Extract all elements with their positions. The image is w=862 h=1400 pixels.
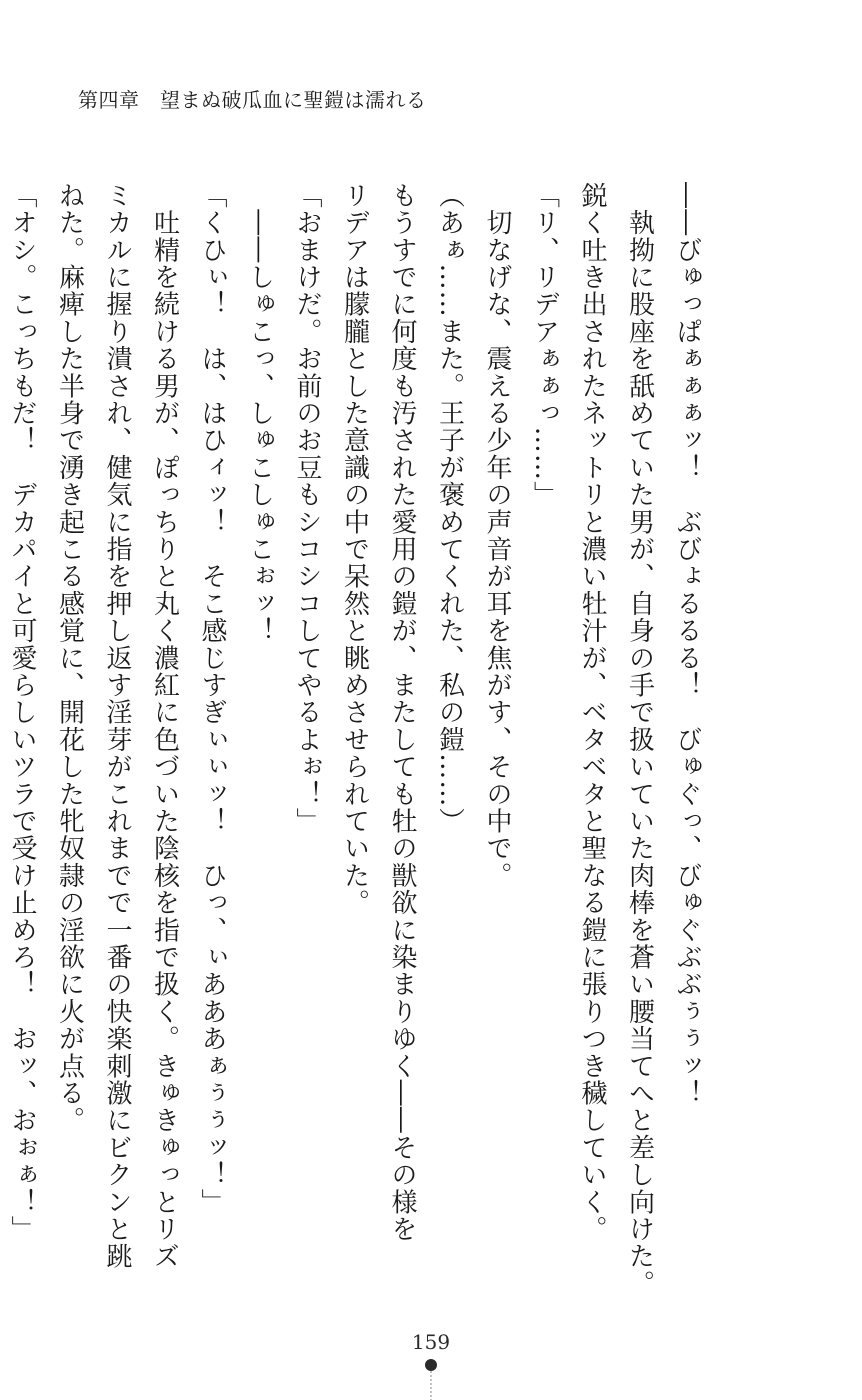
text-line: 「くひぃ！ は、はひィッ！ そこ感じすぎぃぃッ！ ひっ、ぃあああぁぅぅッ！」	[197, 182, 227, 1216]
text-line: ――しゅこっ、しゅこしゅこぉッ！	[244, 182, 275, 645]
text-line: 「オシ。こっちもだ！ デカパイと可愛らしいツラで受け止めろ！ おッ、おぉぁ！」	[7, 182, 37, 1243]
chapter-title: 第四章 望まぬ破瓜血に聖鎧は濡れる	[78, 88, 427, 112]
text-line: リデアは朦朧とした意識の中で呆然と眺めさせられていた。	[339, 182, 370, 917]
body-text	[7, 182, 710, 1298]
text-line: 「リ、リデアぁぁっ……」	[529, 182, 560, 509]
thumb-index-marker	[424, 1358, 438, 1400]
text-line: （あぁ……また。王子が褒めてくれた、私の鎧……）	[434, 182, 465, 835]
text-line: 吐精を続ける男が、ぽっちりと丸く濃紅に色づいた陰核を指で扱く。きゅきゅっとリズ	[149, 182, 180, 1270]
text-line: 鋭く吐き出されたネットリと濃い牡汁が、ベタベタと聖なる鎧に張りつき穢していく。	[577, 182, 607, 1243]
text-line: ――びゅっぱぁぁぁッ！ ぶびょるるる！ びゅぐっ、びゅぐぶぶぅぅッ！	[672, 182, 702, 1107]
page-number: 159	[411, 1330, 451, 1354]
text-line: ねた。麻痺した半身で湧き起こる感覚に、開花した牝奴隷の淫欲に火が点る。	[54, 182, 85, 1134]
text-line: もうすでに何度も汚された愛用の鎧が、またしても牡の獣欲に染まりゆく――その様を	[387, 182, 417, 1243]
text-line: 切なげな、震える少年の声音が耳を焦がす、その中で。	[482, 182, 512, 890]
text-line: 「おまけだ。お前のお豆もシコシコしてやるよぉ！」	[292, 182, 322, 835]
text-line: 執拗に股座を舐めていた男が、自身の手で扱いていた肉棒を蒼い腰当てへと差し向けた。	[624, 182, 655, 1298]
text-line: ミカルに握り潰され、健気に指を押し返す淫芽がこれまでで一番の快楽刺激にビクンと跳	[102, 182, 132, 1270]
